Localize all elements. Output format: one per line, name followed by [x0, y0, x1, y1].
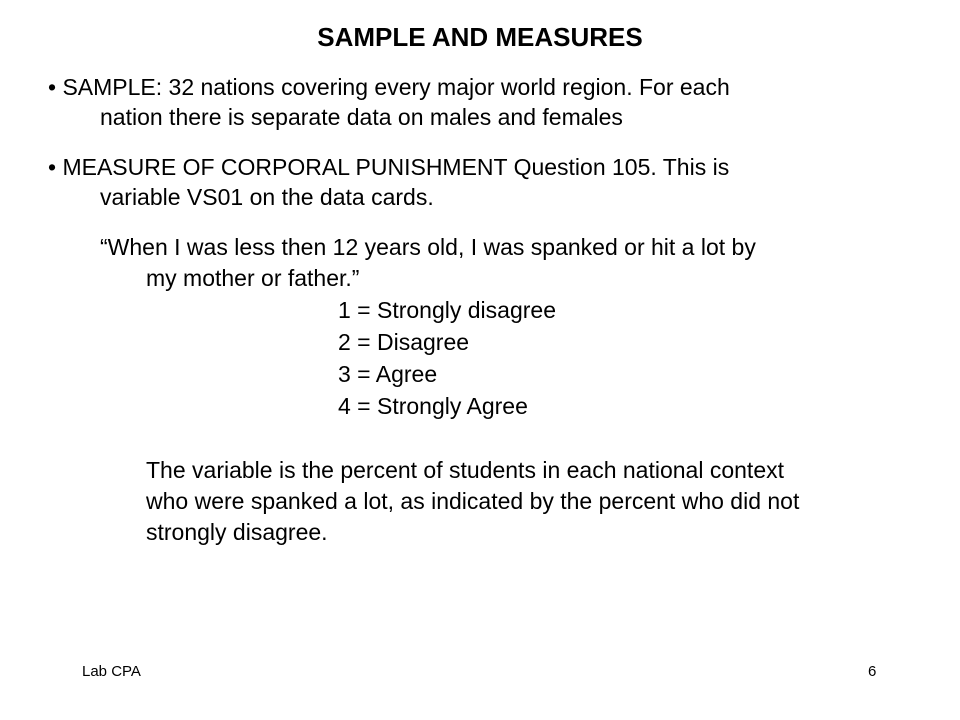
- bullet-text-line1: SAMPLE: 32 nations covering every major world region. For each: [62, 74, 730, 100]
- bullet-marker: •: [48, 154, 57, 180]
- response-scale: [338, 294, 738, 422]
- explanation-line1: The variable is the percent of students in each national context: [146, 457, 785, 483]
- scale-option-4: 4 = Strongly Agree: [338, 393, 528, 419]
- bullet-marker: •: [48, 74, 57, 100]
- explanation-line2: who were spanked a lot, as indicated by the percent who did not: [146, 488, 800, 514]
- bullet-text-line1: MEASURE OF CORPORAL PUNISHMENT Question 105. This is: [62, 154, 730, 180]
- page-number: 6: [868, 663, 877, 680]
- scale-option-1: 1 = Strongly disagree: [338, 297, 556, 323]
- explanation-line3: strongly disagree.: [146, 519, 328, 545]
- footer-label: Lab CPA: [82, 663, 141, 680]
- scale-option-3: 3 = Agree: [338, 361, 438, 387]
- scale-option-2: 2 = Disagree: [338, 329, 470, 355]
- slide-title: SAMPLE AND MEASURES: [317, 22, 643, 52]
- quote-line1: “When I was less then 12 years old, I was spanked or hit a lot by: [100, 234, 756, 260]
- bullet-measure: [48, 152, 928, 212]
- bullet-text-line2: nation there is separate data on males and females: [100, 104, 623, 130]
- quote-line2: my mother or father.”: [146, 265, 360, 291]
- bullet-sample: [48, 72, 928, 132]
- variable-explanation: [146, 455, 946, 548]
- bullet-text-line2: variable VS01 on the data cards.: [100, 184, 434, 210]
- question-quote: [100, 232, 940, 294]
